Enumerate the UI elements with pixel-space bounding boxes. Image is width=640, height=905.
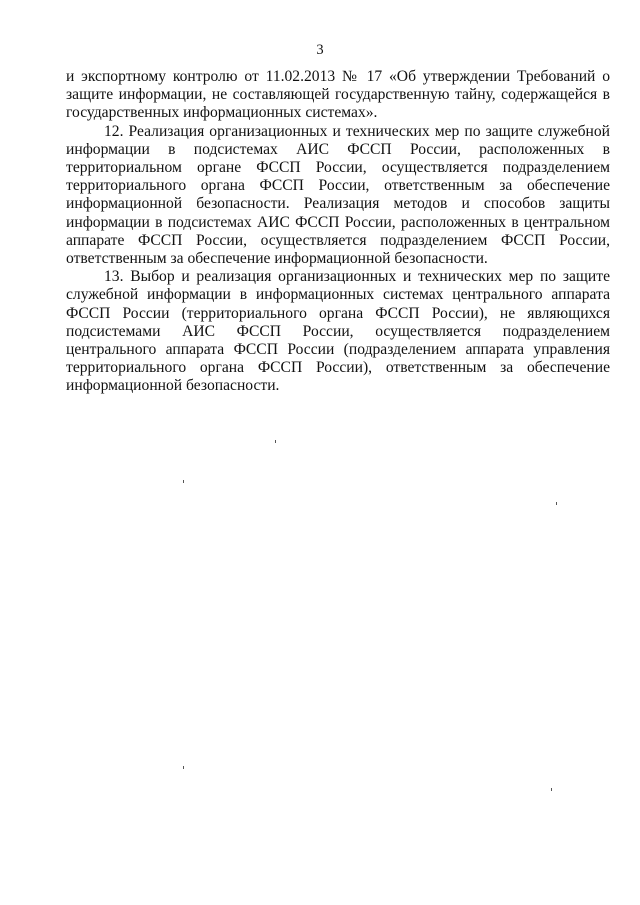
paragraph-13: 13. Выбор и реализация организационных и технических мер по защите служебной информации в информационных системах центрального аппарата ФССП России (территориального органа ФССП России), не являющихся подсистемами АИС ФССП России, осуществляется подразделением центрального аппарата ФССП России (подразделением аппарата управления территориального органа ФССП России), ответственным за обеспечение информационной безопасности. <box>66 268 610 395</box>
scan-speck <box>183 766 184 769</box>
scan-speck <box>556 502 557 505</box>
paragraph-12: 12. Реализация организационных и технических мер по защите служебной информации в подсистемах АИС ФССП России, расположенных в территориальном органе ФССП России, осуществляется подразделением территориального органа ФССП России, ответственным за обеспечение информационной безопасности. Реализация методов и способов защиты информации в подсистемах АИС ФССП России, расположенных в центральном аппарате ФССП России, осуществляется подразделением ФССП России, ответственным за обеспечение информационной безопасности. <box>66 122 610 268</box>
document-body <box>66 68 610 396</box>
scan-speck <box>183 480 184 483</box>
scan-speck <box>275 440 276 443</box>
paragraph-continuation: и экспортному контролю от 11.02.2013 № 17 «Об утверждении Требований о защите информации, не составляющей государственную тайну, содержащейся в государственных информационных системах». <box>66 68 610 122</box>
scan-speck <box>551 788 552 791</box>
page-number: 3 <box>316 42 324 58</box>
